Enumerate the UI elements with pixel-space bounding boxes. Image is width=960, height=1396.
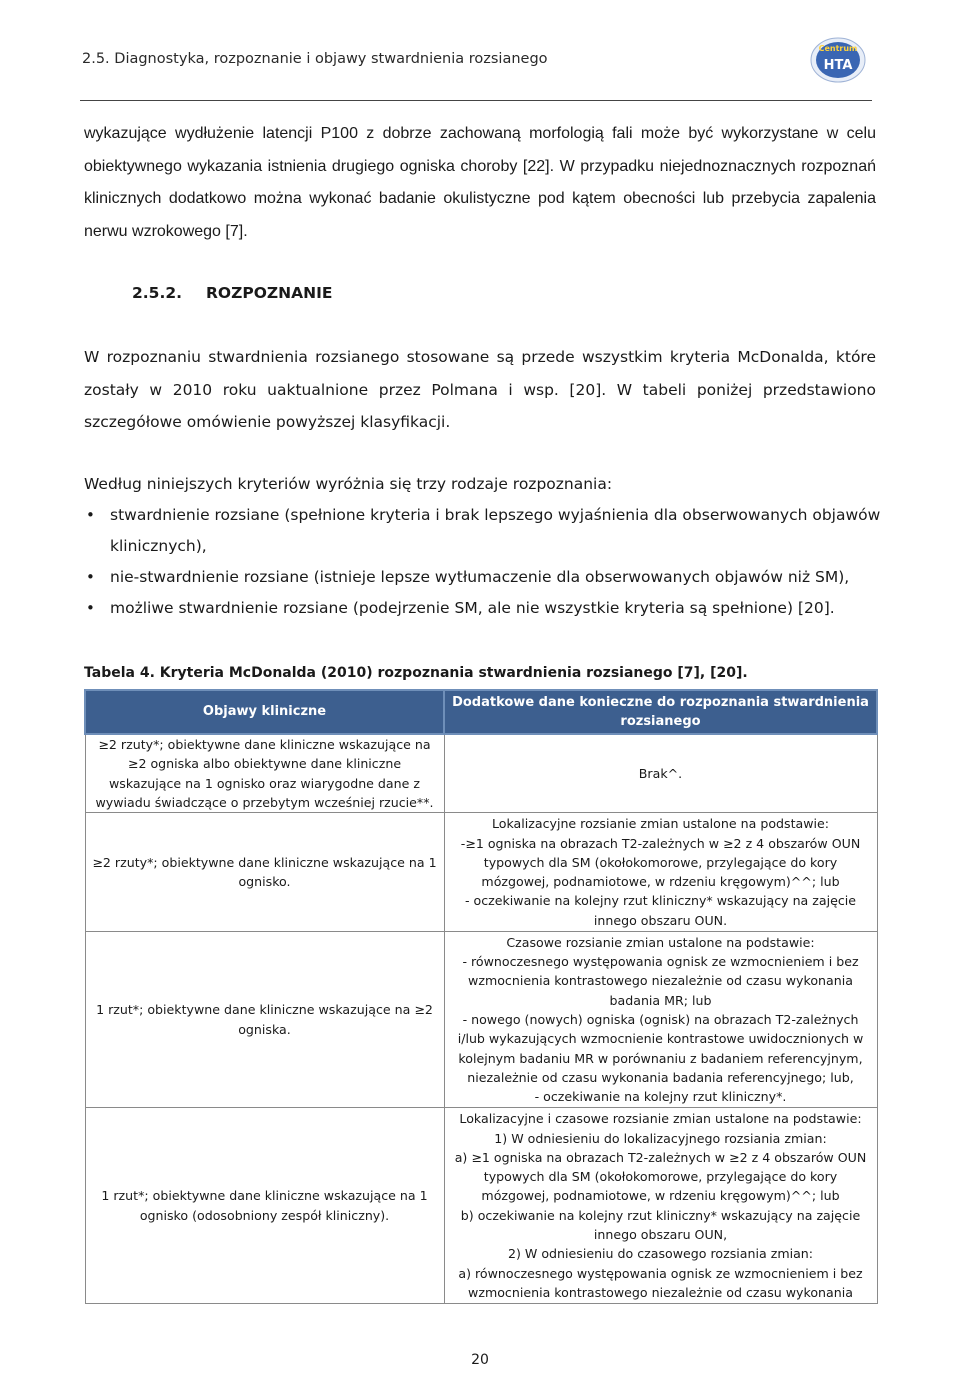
table-cell-clinical: ≥2 rzuty*; obiektywne dane kliniczne wskazujące na ≥2 ogniska albo obiektywne dane kliniczne wskazujące na 1 ognisko oraz wiarygodne dane z wywiadu świadczące o przebytym wcześniej rzucie**. bbox=[85, 734, 444, 813]
table-row bbox=[85, 1108, 877, 1304]
list-item: • możliwe stwardnienie rozsiane (podejrzenie SM, ale nie wszystkie kryteria są spełnione) [20]. bbox=[84, 593, 884, 624]
table-row bbox=[85, 813, 877, 932]
table-cell-additional: Brak^. bbox=[444, 734, 877, 813]
table-cell-clinical: ≥2 rzuty*; obiektywne dane kliniczne wskazujące na 1 ognisko. bbox=[85, 813, 444, 932]
diagnosis-paragraph: W rozpoznaniu stwardnienia rozsianego stosowane są przede wszystkim kryteria McDonalda, które zostały w 2010 roku uaktualnione przez Polmana i wsp. [20]. W tabeli poniżej przedstawiono szczegółowe omówienie powyższej klasyfikacji. bbox=[84, 348, 876, 431]
svg-text:Centrum: Centrum bbox=[818, 44, 858, 53]
centrum-hta-logo bbox=[809, 36, 867, 84]
table-cell-additional: Czasowe rozsianie zmian ustalone na podstawie: - równoczesnego występowania ognisk ze wzmocnieniem i bez wzmocnienia kontrastowego niezależnie od czasu wykonania badania MR; lub - nowego (nowych) ogniska (ognisk) na obrazach T2-zależnych i/lub wykazujących wzmocnienie kontrastowe uwidocznionych w kolejnym badaniu MR w porównaniu z badaniem referencyjnym, niezależnie od czasu wykonania badania referencyjnego; lub, - oczekiwanie na kolejny rzut kliniczny*. bbox=[444, 932, 877, 1108]
table-caption: Tabela 4. Kryteria McDonalda (2010) rozpoznania stwardnienia rozsianego [7], [20]. bbox=[84, 665, 748, 681]
table-header-additional: Dodatkowe dane konieczne do rozpoznania stwardnienia rozsianego bbox=[444, 690, 877, 734]
criteria-intro-paragraph: Według niniejszych kryteriów wyróżnia się trzy rodzaje rozpoznania: bbox=[84, 475, 613, 493]
table-cell-clinical: 1 rzut*; obiektywne dane kliniczne wskazujące na ≥2 ogniska. bbox=[85, 932, 444, 1108]
section-number: 2.5.2. bbox=[132, 284, 183, 302]
table-cell-additional: Lokalizacyjne i czasowe rozsianie zmian ustalone na podstawie: 1) W odniesieniu do lokalizacyjnego rozsiania zmian: a) ≥1 ogniska na obrazach T2-zależnych w ≥2 z 4 obszarów OUN typowych dla SM (okołokomorowe, przylegające do kory mózgowej, podnamiotowe, w rdzeniu kręgowym)^^; lub b) oczekiwanie na kolejny rzut kliniczny* wskazujący na zajęcie innego obszaru OUN, 2) W odniesieniu do czasowego rozsiania zmian: a) równoczesnego występowania ognisk ze wzmocnieniem i bez wzmocnienia kontrastowego niezależnie od czasu wykonania bbox=[444, 1108, 877, 1304]
svg-text:HTA: HTA bbox=[823, 58, 853, 73]
list-item: • stwardnienie rozsiane (spełnione kryteria i brak lepszego wyjaśnienia dla obserwowanych objawów klinicznych), bbox=[84, 500, 884, 562]
table-cell-additional: Lokalizacyjne rozsianie zmian ustalone na podstawie: -≥1 ogniska na obrazach T2-zależnych w ≥2 z 4 obszarów OUN typowych dla SM (okołokomorowe, przylegające do kory mózgowej, podnamiotowe, w rdzeniu kręgowym)^^; lub - oczekiwanie na kolejny rzut kliniczny* wskazujący na zajęcie innego obszaru OUN. bbox=[444, 813, 877, 932]
table-cell-clinical: 1 rzut*; obiektywne dane kliniczne wskazujące na 1 ognisko (odosobniony zespół kliniczny). bbox=[85, 1108, 444, 1304]
page-header-title: 2.5. Diagnostyka, rozpoznanie i objawy stwardnienia rozsianego bbox=[82, 51, 548, 67]
diagnosis-types-list bbox=[84, 500, 884, 624]
table-header-row bbox=[85, 690, 877, 734]
section-heading bbox=[132, 284, 332, 302]
table-row bbox=[85, 932, 877, 1108]
table-header-clinical: Objawy kliniczne bbox=[85, 690, 444, 734]
mcdonald-criteria-table bbox=[84, 689, 878, 1304]
page-number: 20 bbox=[471, 1352, 489, 1368]
table-row bbox=[85, 734, 877, 813]
intro-paragraph: wykazujące wydłużenie latencji P100 z dobrze zachowaną morfologią fali może być wykorzystane w celu obiektywnego wykazania istnienia drugiego ogniska choroby [22]. W przypadku niejednoznacznych rozpoznań klinicznych dodatkowo można wykonać badanie okulistyczne pod kątem obecności lub przebycia zapalenia nerwu wzrokowego [7]. bbox=[84, 125, 876, 240]
section-title: ROZPOZNANIE bbox=[206, 284, 333, 302]
list-item: • nie-stwardnienie rozsiane (istnieje lepsze wytłumaczenie dla obserwowanych objawów niż SM), bbox=[84, 562, 884, 593]
header-rule bbox=[80, 100, 872, 101]
